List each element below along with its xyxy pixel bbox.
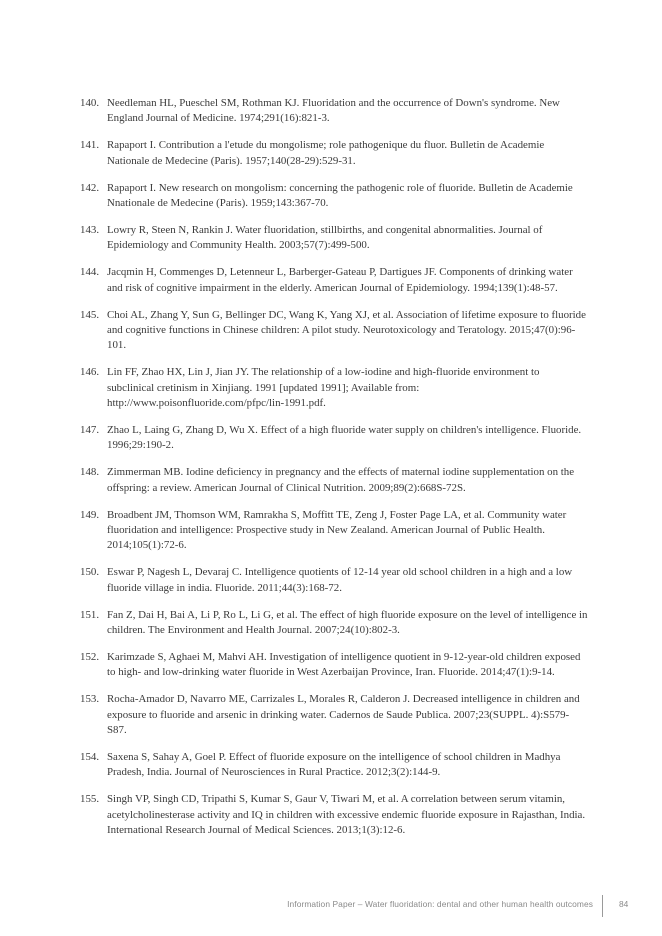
reference-text: Choi AL, Zhang Y, Sun G, Bellinger DC, Wang K, Yang XJ, et al. Association of lifetime exposure to fluoride and cognitive functions in Chinese children: A pilot study. Neurotoxicology and Teratology. 2015;47(0):96-101. (107, 308, 586, 352)
reference-text: Lowry R, Steen N, Rankin J. Water fluoridation, stillbirths, and congenital abnormalities. Journal of Epidemiology and Community Health. 2003;57(7):499-500. (107, 223, 543, 252)
reference-number: 149. (80, 508, 100, 521)
reference-number: 141. (80, 139, 100, 152)
reference-text: Eswar P, Nagesh L, Devaraj C. Intelligence quotients of 12-14 year old school children in a high and a low fluoride village in india. Fluoride. 2011;44(3):168-72. (107, 566, 573, 594)
reference-item (80, 423, 588, 454)
reference-number: 150. (80, 566, 100, 579)
reference-text: Needleman HL, Pueschel SM, Rothman KJ. Fluoridation and the occurrence of Down's syndrome. New England Journal of Medicine. 1974;291(16):821-3. (107, 97, 560, 125)
reference-item (80, 223, 588, 254)
reference-text: Rapaport I. Contribution a l'etude du mongolisme; role pathogenique du fluor. Bulletin de Academie Nationale de Medecine (Paris). 1957;140(28-29):529-31. (107, 139, 545, 167)
reference-item (80, 365, 588, 411)
reference-text: Zhao L, Laing G, Zhang D, Wu X. Effect of a high fluoride water supply on children's intelligence. Fluoride. 1996;29:190-2. (107, 424, 582, 452)
reference-number: 146. (80, 366, 100, 379)
reference-text: Rocha-Amador D, Navarro ME, Carrizales L, Morales R, Calderon J. Decreased intelligence in children and exposure to fluoride and arsenic in drinking water. Cadernos de Saude Publica. 2007;23(SUPPL. 4):S579-S87. (107, 693, 580, 737)
reference-text: Karimzade S, Aghaei M, Mahvi AH. Investigation of intelligence quotient in 9-12-year-old children exposed to high- and low-drinking water fluoride in West Azerbaijan Province, Iran. Fluoride. 2014;47(1):9-14. (107, 650, 581, 679)
reference-item (80, 96, 588, 127)
reference-item (80, 565, 588, 596)
reference-item (80, 608, 588, 639)
page-footer (0, 895, 662, 917)
reference-text: Singh VP, Singh CD, Tripathi S, Kumar S, Gaur V, Tiwari M, et al. A correlation between serum vitamin, acetylcholinesterase activity and IQ in children with excessive endemic fluoride exposure in Rajasthan, India. International Research Journal of Medical Sciences. 2013;1(3):12-6. (107, 793, 586, 837)
reference-item (80, 181, 588, 212)
reference-item (80, 750, 588, 781)
reference-number: 153. (80, 693, 100, 706)
reference-item (80, 692, 588, 738)
page-number: 84 (619, 899, 629, 909)
reference-item (80, 265, 588, 296)
reference-text: Jacqmin H, Commenges D, Letenneur L, Barberger-Gateau P, Dartigues JF. Components of drinking water and risk of cognitive impairment in the elderly. American Journal of Epidemiology. 1994;139(1):48-57. (107, 266, 573, 294)
reference-item (80, 508, 588, 554)
footer-divider (602, 895, 603, 917)
reference-item (80, 792, 588, 838)
reference-text: Rapaport I. New research on mongolism: concerning the pathogenic role of fluoride. Bulletin de Academie Nnationale de Medecine (Paris). 1959;143:367-70. (107, 181, 573, 210)
reference-number: 155. (80, 793, 100, 806)
reference-number: 151. (80, 608, 100, 621)
reference-item (80, 308, 588, 354)
reference-number: 152. (80, 650, 100, 663)
footer-title: Information Paper – Water fluoridation: dental and other human health outcomes (287, 899, 593, 909)
reference-text: Broadbent JM, Thomson WM, Ramrakha S, Moffitt TE, Zeng J, Foster Page LA, et al. Community water fluoridation and intelligence: Prospective study in New Zealand. American Journal of Public Health. 2014;105(1):72-6. (107, 508, 567, 552)
reference-text: Lin FF, Zhao HX, Lin J, Jian JY. The relationship of a low-iodine and high-fluoride environment to subclinical cretinism in Xinjiang. 1991 [updated 1991]; Available from: http://www.poisonfluoride.com/pfpc/lin-1991.pdf. (107, 366, 540, 410)
reference-number: 144. (80, 266, 100, 279)
reference-item (80, 138, 588, 169)
reference-item (80, 650, 588, 681)
reference-number: 154. (80, 751, 100, 763)
reference-number: 142. (80, 181, 100, 194)
reference-number: 147. (80, 424, 100, 436)
reference-text: Saxena S, Sahay A, Goel P. Effect of fluoride exposure on the intelligence of school children in Madhya Pradesh, India. Journal of Neurosciences in Rural Practice. 2012;3(2):144-9. (107, 751, 561, 779)
reference-number: 143. (80, 223, 100, 236)
reference-text: Zimmerman MB. Iodine deficiency in pregnancy and the effects of maternal iodine supplementation on the offspring: a review. American Journal of Clinical Nutrition. 2009;89(2):668S-72S. (107, 466, 575, 494)
reference-number: 145. (80, 308, 100, 321)
reference-text: Fan Z, Dai H, Bai A, Li P, Ro L, Li G, et al. The effect of high fluoride exposure on the level of intelligence in children. The Environment and Health Journal. 2007;24(10):802-3. (107, 608, 588, 637)
reference-item (80, 465, 588, 496)
reference-number: 140. (80, 97, 100, 109)
reference-number: 148. (80, 466, 100, 479)
reference-list (80, 96, 588, 850)
